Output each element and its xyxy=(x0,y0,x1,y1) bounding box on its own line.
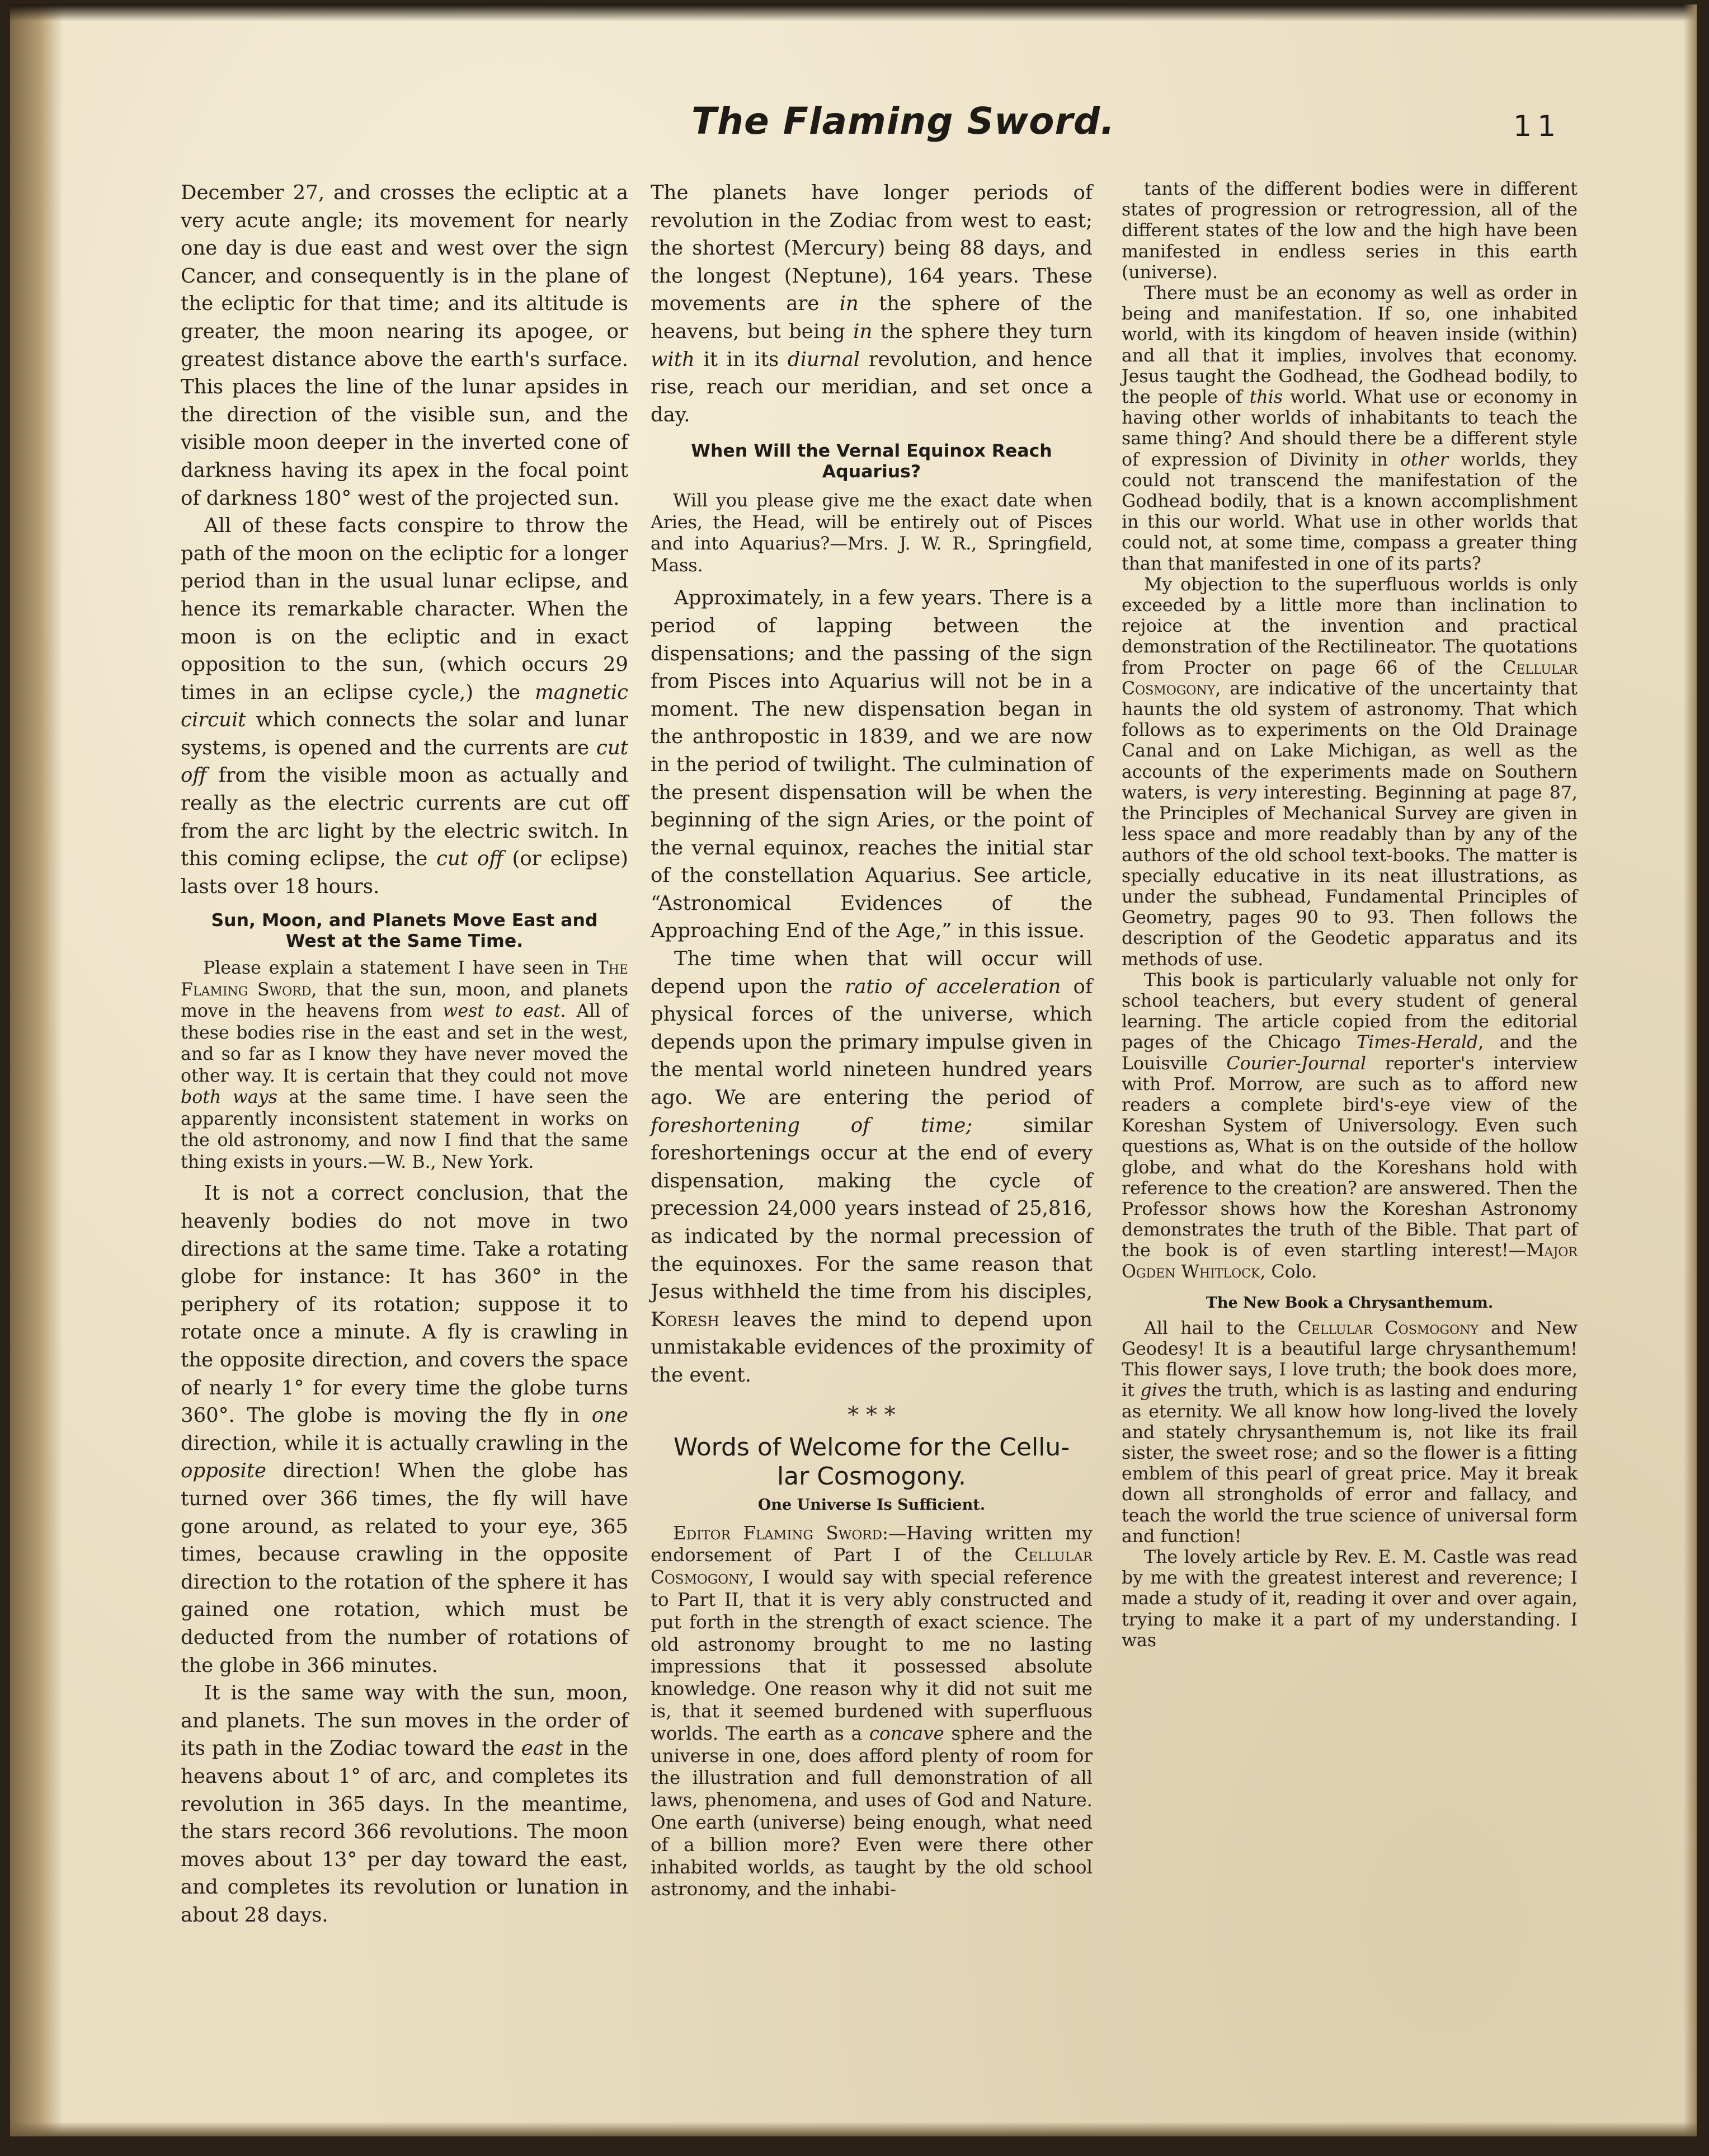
paragraph: This book is particularly valuable not only for school teachers, but every student of general learning. The article copied from the editorial pages of the Chicago Times-Herald, and the Louisville Courier-Journal reporter's interview with Prof. Morrow, are such as to afford new readers a complete bird's-eye view of the Koreshan System of Universology. Even such questions as, What is on the outside of the hollow globe, and what do the Koreshans hold with reference to the creation? are answered. Then the Professor shows how the Koreshan Astronomy demonstrates the truth of the Bible. That part of the book is of even startling interest!—Major Ogden Whitlock, Colo. xyxy=(1122,970,1578,1282)
paragraph: It is not a correct conclusion, that the heavenly bodies do not move in two directions at the same time. Take a rotating globe for instance: It has 360° in the periphery of its rotation; suppose it to rotate once a minute. A fly is crawling in the opposite direction, and covers the space of nearly 1° for every time the globe turns 360°. The globe is moving the fly in one direction, while it is actually crawling in the opposite direction! When the globe has turned over 366 times, the fly will have gone around, as related to your eye, 365 times, because crawling in the opposite direction to the rotation of the sphere it has gained one rotation, which must be deducted from the number of rotations of the globe in 366 minutes. xyxy=(181,1182,628,1677)
paragraph: The lovely article by Rev. E. M. Castle was read by me with the greatest interest and reverence; I made a study of it, reading it over and over again, trying to make it a part of my understanding. I was xyxy=(1122,1547,1578,1651)
section-divider-stars: * * * xyxy=(848,1402,896,1428)
paragraph: The planets have longer periods of revolution in the Zodiac from west to east; the shortest (Mercury) being 88 days, and the longest (Neptune), 164 years. These movements are in the sphere of the heavens, but being in the sphere they turn with it in its diurnal revolution, and hence rise, reach our meridian, and set once a day. xyxy=(651,181,1093,426)
paragraph: All of these facts conspire to throw the path of the moon on the ecliptic for a longer period than in the usual lunar eclipse, and hence its remarkable character. When the moon is on the ecliptic and in exact opposition to the sun, (which occurs 29 times in an eclipse cycle,) the magnetic circuit which connects the solar and lunar systems, is opened and the currents are cut off from the visible moon as actually and really as the electric currents are cut off from the arc light by the electric switch. In this coming eclipse, the cut off (or eclipse) lasts over 18 hours. xyxy=(181,514,629,898)
paragraph: All hail to the Cellular Cosmogony and New Geodesy! It is a beautiful large chrysanthemum! This flower says, I love truth; the book does more, it gives the truth, which is as lasting and enduring as eternity. We all know how long-lived the lovely and stately chrysanthemum is, not like its frail sister, the sweet rose; and so the flower is a fitting emblem of this pearl of great price. May it break down all strongholds of error and fallacy, and teach the world the true science of universal form and function! xyxy=(1122,1318,1578,1547)
section-heading: When Will the Vernal Equinox Reach Aquarius? xyxy=(691,441,1052,482)
column-3-upper-text xyxy=(1122,179,1578,1283)
column-1-upper-text xyxy=(181,179,628,900)
answer-text xyxy=(181,1180,628,1929)
running-title: The Flaming Sword. xyxy=(691,100,1115,143)
top-edge-shadow xyxy=(10,4,1697,21)
article-subheading: One Universe Is Sufficient. xyxy=(757,1496,986,1514)
paragraph: My objection to the superfluous worlds is only exceeded by a little more than inclination to rejoice at the invention and practical demonstration of the Rectilineator. The quotations from Procter on page 66 of the Cellular Cosmogony, are indicative of the uncertainty that haunts the old system of astronomy. That which follows as to experiments on the Old Drainage Canal and on Lake Michigan, as well as the accounts of the experiments made on Southern waters, is very interesting. Beginning at page 87, the Principles of Mechanical Survey are given in less space and more readably than by any of the authors of the old school text-books. The matter is specially educative in its neat illustrations, as under the subhead, Fundamental Principles of Geometry, pages 90 to 93. Then follows the description of the Geodetic apparatus and its methods of use. xyxy=(1122,574,1578,970)
paragraph: There must be an economy as well as order in being and manifestation. If so, one inhabited world, with its kingdom of heaven inside (within) and all that it implies, involves that economy. Jesus taught the Godhead, the Godhead bodily, to the people of this world. What use or economy in having other worlds of inhabitants to teach the same thing? And should there be a different style of expression of Divinity in other worlds, they could not transcend the manifestation of the Godhead bodily, that is a known accomplishment in this our world. What use in other worlds that could not, at some time, compass a greater thing than that manifested in one of its parts? xyxy=(1122,283,1578,574)
paragraph: Approximately, in a few years. There is a period of lapping between the dispensations; and the passing of the sign from Pisces into Aquarius will not be in a moment. The new dispensation began in the anthropostic in 1839, and we are now in the period of twilight. The culmination of the present dispensation will be when the beginning of the sign Aries, or the point of the vernal equinox, reaches the initial star of the constellation Aquarius. See article, “Astronomical Evidences of the Approaching End of the Age,” in this issue. xyxy=(651,586,1093,943)
letter-text xyxy=(651,1523,1093,1901)
article-heading: Words of Welcome for the Cellu- lar Cosmogony. xyxy=(673,1432,1070,1491)
bottom-page-edge xyxy=(10,2122,1697,2136)
column-2 xyxy=(651,179,1093,1901)
reader-question xyxy=(651,490,1093,576)
paragraph: Editor Flaming Sword:—Having written my endorsement of Part I of the Cellular Cosmogony, I would say with special reference to Part II, that it is very ably constructed and put forth in the strength of exact science. The old astronomy brought to me no lasting impressions that it possessed absolute knowledge. One reason why it did not suit me is, that it seemed burdened with superfluous worlds. The earth as a concave sphere and the universe in one, does afford plenty of room for the illustration and full demonstration of all laws, phenomena, and uses of God and Nature. One earth (universe) being enough, what need of a billion more? Even were there other inhabited worlds, as taught by the old school astronomy, and the inhabi- xyxy=(651,1522,1093,1900)
binding-shadow xyxy=(10,4,63,2136)
answer-text xyxy=(651,584,1093,1389)
column-3-lower-text xyxy=(1122,1318,1578,1651)
section-heading: The New Book a Chrysanthemum. xyxy=(1206,1294,1494,1312)
reader-question xyxy=(181,957,628,1173)
question-text: Please explain a statement I have seen in The Flaming Sword, that the sun, moon, and planets move in the heavens from west to east. All of these bodies rise in the east and set in the west, and so far as I know they have never moved the other way. It is certain that they could not move both ways at the same time. I have seen the apparently inconsistent statement in works on the old astronomy, and now I find that the same thing exists in yours.—W. B., New York. xyxy=(181,958,628,1172)
column-3 xyxy=(1122,179,1578,1651)
page-number: 11 xyxy=(1513,110,1562,143)
column-2-upper-text xyxy=(651,179,1093,429)
section-heading: Sun, Moon, and Planets Move East and West at the Same Time. xyxy=(211,910,598,952)
paragraph: December 27, and crosses the ecliptic at a very acute angle; its movement for nearly one day is due east and west over the sign Cancer, and consequently is in the plane of the ecliptic for that time; and its altitude is greater, the moon nearing its apogee, or greatest distance above the earth's surface. This places the line of the lunar apsides in the direction of the visible sun, and the visible moon deeper in the inverted cone of darkness having its apex in the focal point of darkness 180° west of the projected sun. xyxy=(181,181,628,510)
right-page-edge xyxy=(1683,4,1697,2136)
question-text: Will you please give me the exact date when Aries, the Head, will be entirely out of Pisces and into Aquarius?—Mrs. J. W. R., Springfield, Mass. xyxy=(651,491,1093,576)
paragraph: tants of the different bodies were in different states of progression or retrogression, all of the different states of the low and the high have been manifested in endless series in this earth (universe). xyxy=(1122,179,1578,283)
paragraph: The time when that will occur will depend upon the ratio of acceleration of physical forces of the universe, which depends upon the primary impulse given in the mental world nineteen hundred years ago. We are entering the period of foreshortening of time; similar foreshortenings occur at the end of every dispensation, making the cycle of precession 24,000 years instead of 25,816, as indicated by the normal precession of the equinoxes. For the same reason that Jesus withheld the time from his disciples, Koresh leaves the mind to depend upon unmistakable evidences of the proximity of the event. xyxy=(651,947,1093,1387)
paragraph: It is the same way with the sun, moon, and planets. The sun moves in the order of its path in the Zodiac toward the east in the heavens about 1° of arc, and completes its revolution in 365 days. In the meantime, the stars record 366 revolutions. The moon moves about 13° per day toward the east, and completes its revolution or lunation in about 28 days. xyxy=(181,1681,628,1927)
column-1 xyxy=(181,179,628,1929)
